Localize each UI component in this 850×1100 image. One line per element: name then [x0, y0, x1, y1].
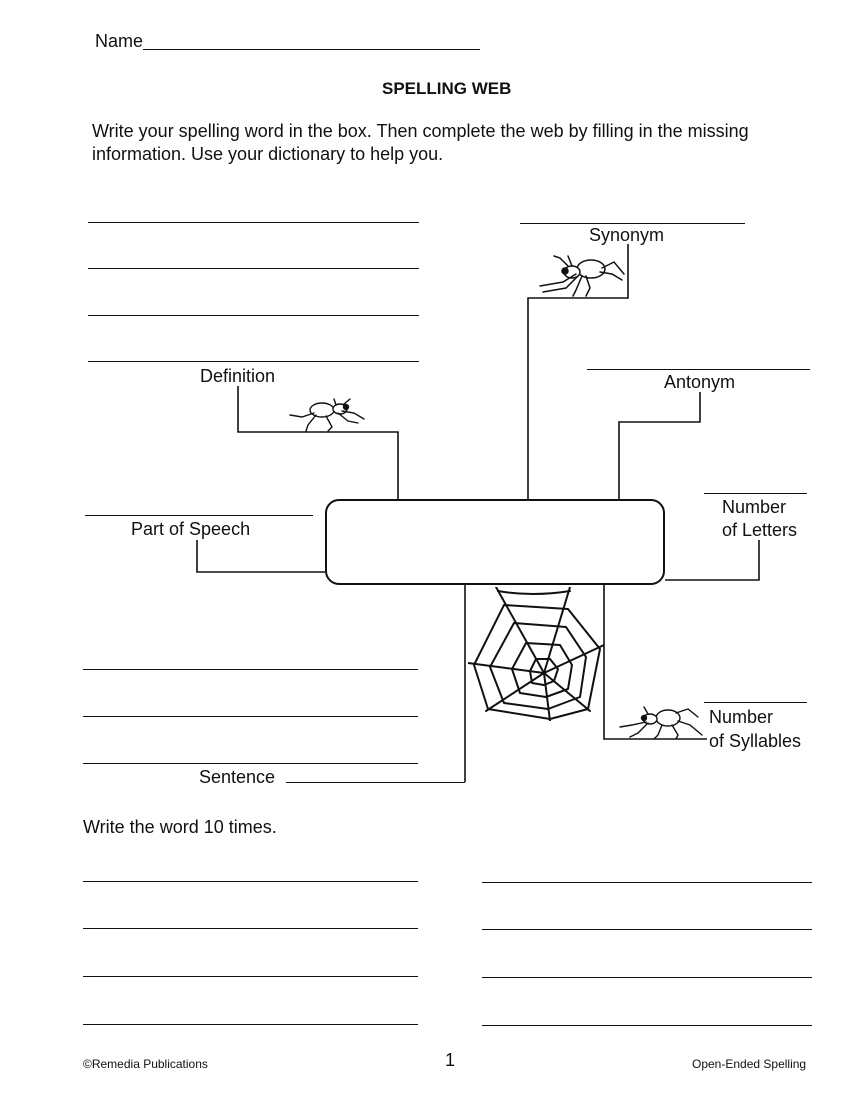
spider-icon [528, 252, 628, 297]
publisher-credit: ©Remedia Publications [83, 1057, 208, 1071]
part-of-speech-label: Part of Speech [131, 519, 251, 539]
practice-line-right-3[interactable] [482, 977, 812, 978]
page-number: 1 [445, 1050, 456, 1070]
worksheet-title: SPELLING WEB [382, 79, 512, 98]
instructions-line-1: Write your spelling word in the box. Then complete the web by filling in the missing [92, 121, 749, 141]
name-label: Name [95, 31, 144, 51]
series-title: Open-Ended Spelling [692, 1057, 807, 1071]
practice-line-right-1[interactable] [482, 882, 812, 883]
practice-line-left-1[interactable] [83, 881, 418, 882]
spider-icon [288, 397, 368, 433]
spelling-word-box[interactable] [325, 499, 665, 585]
number-of-syllables-label-1: Number [709, 707, 774, 727]
number-of-syllables-label-2: of Syllables [709, 731, 802, 751]
practice-line-right-2[interactable] [482, 929, 812, 930]
number-of-letters-label-1: Number [722, 497, 787, 517]
spider-web-icon [468, 587, 604, 721]
number-of-letters-label-2: of Letters [722, 520, 798, 540]
practice-line-left-4[interactable] [83, 1024, 418, 1025]
sentence-label: Sentence [199, 767, 276, 787]
synonym-label: Synonym [589, 225, 665, 245]
practice-line-left-2[interactable] [83, 928, 418, 929]
practice-prompt: Write the word 10 times. [83, 817, 277, 837]
antonym-label: Antonym [664, 372, 736, 392]
practice-line-left-3[interactable] [83, 976, 418, 977]
spider-icon [618, 703, 708, 741]
instructions-line-2: information. Use your dictionary to help you. [92, 144, 444, 164]
practice-line-right-4[interactable] [482, 1025, 812, 1026]
definition-label: Definition [200, 366, 276, 386]
